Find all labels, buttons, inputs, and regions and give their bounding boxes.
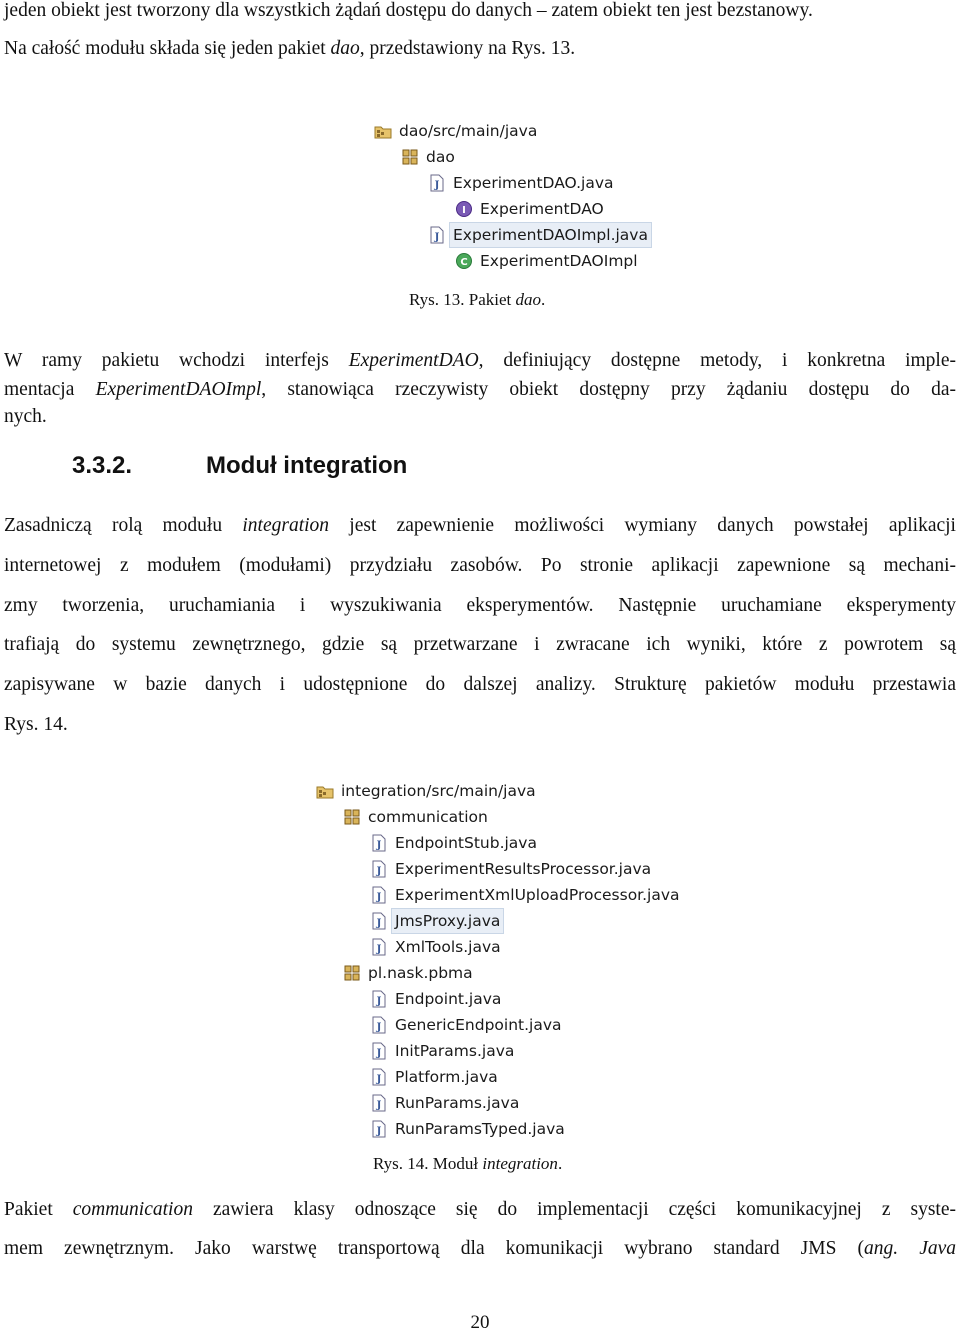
java-file-icon [428, 174, 446, 192]
java-file-icon [370, 886, 388, 904]
para4-line-2 [4, 1238, 956, 1260]
caption-em: dao [515, 290, 542, 309]
tree-item-label: Platform.java [395, 1068, 498, 1086]
tree-item[interactable] [428, 171, 614, 195]
figure-13-caption [409, 290, 545, 310]
svg-text:J: J [376, 1074, 382, 1085]
svg-text:J: J [376, 996, 382, 1007]
svg-text:J: J [376, 1048, 382, 1059]
section-title: Moduł integration [206, 452, 408, 479]
java-file-icon [370, 938, 388, 956]
para3-line-6: Rys. 14. [4, 714, 68, 735]
java-file-icon [370, 1016, 388, 1034]
svg-text:J: J [376, 1100, 382, 1111]
tree-item-label: XmlTools.java [395, 938, 501, 956]
caption-end: . [557, 1154, 563, 1173]
text: , stanowiąca rzeczywisty obiekt dostępny przy żądaniu dostępu do da- [261, 379, 956, 400]
svg-text:J: J [376, 840, 382, 851]
tree-item-label: GenericEndpoint.java [395, 1016, 562, 1034]
tree-item-label: ExperimentDAOImpl.java [449, 222, 652, 248]
svg-text:J: J [376, 918, 382, 929]
tree-item-label: integration/src/main/java [341, 782, 536, 800]
caption-text: Rys. 13. Pakiet [409, 290, 516, 309]
java-file-icon [370, 990, 388, 1008]
class-icon [455, 252, 473, 270]
figure-13-package-tree [374, 119, 674, 279]
tree-item[interactable] [374, 119, 537, 143]
svg-text:J: J [434, 180, 440, 191]
para2-line-3: nych. [4, 406, 47, 427]
java-file-icon [428, 226, 446, 244]
tree-item[interactable] [343, 961, 473, 985]
tree-item-label: JmsProxy.java [391, 908, 504, 934]
para3-line-5: zapisywane w bazie danych i udostępnione do dalszej analizy. Strukturę pakietów modułu przestawia [4, 674, 956, 695]
svg-text:J: J [376, 866, 382, 877]
para2-line-1 [4, 350, 956, 372]
text-em: communication [72, 1199, 193, 1220]
intro-line-2 [4, 38, 956, 60]
text: mentacja [4, 379, 96, 400]
figure-14-package-tree [316, 779, 716, 1149]
tree-item[interactable] [370, 857, 651, 881]
para2-line-2 [4, 379, 956, 401]
tree-item[interactable] [343, 805, 488, 829]
tree-item[interactable] [370, 1117, 565, 1141]
para3-line-3: zmy tworzenia, uruchamiania i wyszukiwania eksperymentów. Następnie uruchamiane eksperymenty [4, 595, 956, 616]
tree-item[interactable] [455, 197, 604, 221]
tree-item-label: EndpointStub.java [395, 834, 537, 852]
java-file-icon [370, 912, 388, 930]
package-icon [401, 148, 419, 166]
para3-line-2: internetowej z modułem (modułami) przydziału zasobów. Po stronie aplikacji zapewnione są mechani- [4, 555, 956, 576]
para3-line-1 [4, 515, 956, 537]
tree-item-label: RunParams.java [395, 1094, 520, 1112]
java-file-icon [370, 860, 388, 878]
tree-item-label: ExperimentDAO [480, 200, 604, 218]
java-file-icon [370, 1042, 388, 1060]
svg-text:J: J [434, 232, 440, 243]
tree-item[interactable] [455, 249, 638, 273]
text: mem zewnętrznym. Jako warstwę transportową dla komunikacji wybrano standard JMS ( [4, 1238, 864, 1259]
svg-text:J: J [376, 892, 382, 903]
text-em: ang. Java [864, 1238, 957, 1259]
text-em: ExperimentDAOImpl [95, 379, 262, 400]
text: Pakiet [4, 1199, 73, 1220]
tree-item[interactable] [370, 883, 680, 907]
section-number: 3.3.2. [72, 452, 133, 479]
tree-item[interactable] [401, 145, 455, 169]
tree-item[interactable] [370, 1065, 498, 1089]
tree-item[interactable] [370, 1039, 514, 1063]
source-folder-icon [316, 782, 334, 800]
tree-item[interactable] [370, 935, 501, 959]
intro-text: Na całość modułu składa się jeden pakiet [4, 38, 331, 59]
java-file-icon [370, 1094, 388, 1112]
tree-item[interactable] [316, 779, 536, 803]
para4-line-1 [4, 1199, 956, 1221]
svg-text:C: C [460, 257, 468, 268]
figure-14-caption [373, 1154, 562, 1174]
tree-item[interactable] [428, 223, 652, 247]
package-icon [343, 964, 361, 982]
package-icon [343, 808, 361, 826]
intro-package-name: dao [330, 38, 360, 59]
tree-item-label: ExperimentDAO.java [453, 174, 614, 192]
text: Zasadniczą rolą modułu [4, 515, 243, 536]
tree-item[interactable] [370, 909, 504, 933]
section-heading [72, 452, 407, 480]
intro-text-end: , przedstawiony na Rys. 13. [359, 38, 576, 59]
tree-item-label: dao/src/main/java [399, 122, 538, 140]
text: jest zapewnienie możliwości wymiany danych powstałej aplikacji [329, 515, 956, 536]
tree-item-label: ExperimentXmlUploadProcessor.java [395, 886, 680, 904]
svg-text:J: J [376, 1126, 382, 1137]
java-file-icon [370, 834, 388, 852]
tree-item-label: ExperimentDAOImpl [480, 252, 638, 270]
caption-end: . [541, 290, 546, 309]
tree-item-label: pl.nask.pbma [368, 964, 473, 982]
tree-item-label: RunParamsTyped.java [395, 1120, 565, 1138]
svg-text:J: J [376, 1022, 382, 1033]
intro-line-1: jeden obiekt jest tworzony dla wszystkich żądań dostępu do danych – zatem obiekt ten jest bezstanowy. [4, 0, 813, 21]
tree-item-label: dao [426, 148, 455, 166]
text: zawiera klasy odnoszące się do implementacji części komunikacyjnej z syste- [192, 1199, 956, 1220]
caption-em: integration [482, 1154, 558, 1173]
caption-text: Rys. 14. Moduł [373, 1154, 483, 1173]
tree-item-label: InitParams.java [395, 1042, 515, 1060]
text-em: integration [242, 515, 330, 536]
interface-icon [455, 200, 473, 218]
svg-text:I: I [462, 205, 466, 216]
java-file-icon [370, 1120, 388, 1138]
para3-line-4: trafiają do systemu zewnętrznego, gdzie są przetwarzane i zwracane ich wyniki, które z powrotem są [4, 634, 956, 655]
text: , definiujący dostępne metody, i konkretna imple- [478, 350, 957, 371]
page-number: 20 [470, 1312, 490, 1333]
tree-item[interactable] [370, 831, 537, 855]
java-file-icon [370, 1068, 388, 1086]
tree-item[interactable] [370, 1013, 562, 1037]
tree-item-label: Endpoint.java [395, 990, 502, 1008]
text: W ramy pakietu wchodzi interfejs [4, 350, 349, 371]
tree-item[interactable] [370, 1091, 519, 1115]
tree-item-label: ExperimentResultsProcessor.java [395, 860, 652, 878]
tree-item[interactable] [370, 987, 501, 1011]
tree-item-label: communication [368, 808, 488, 826]
text-em: ExperimentDAO [348, 350, 479, 371]
source-folder-icon [374, 122, 392, 140]
svg-text:J: J [376, 944, 382, 955]
